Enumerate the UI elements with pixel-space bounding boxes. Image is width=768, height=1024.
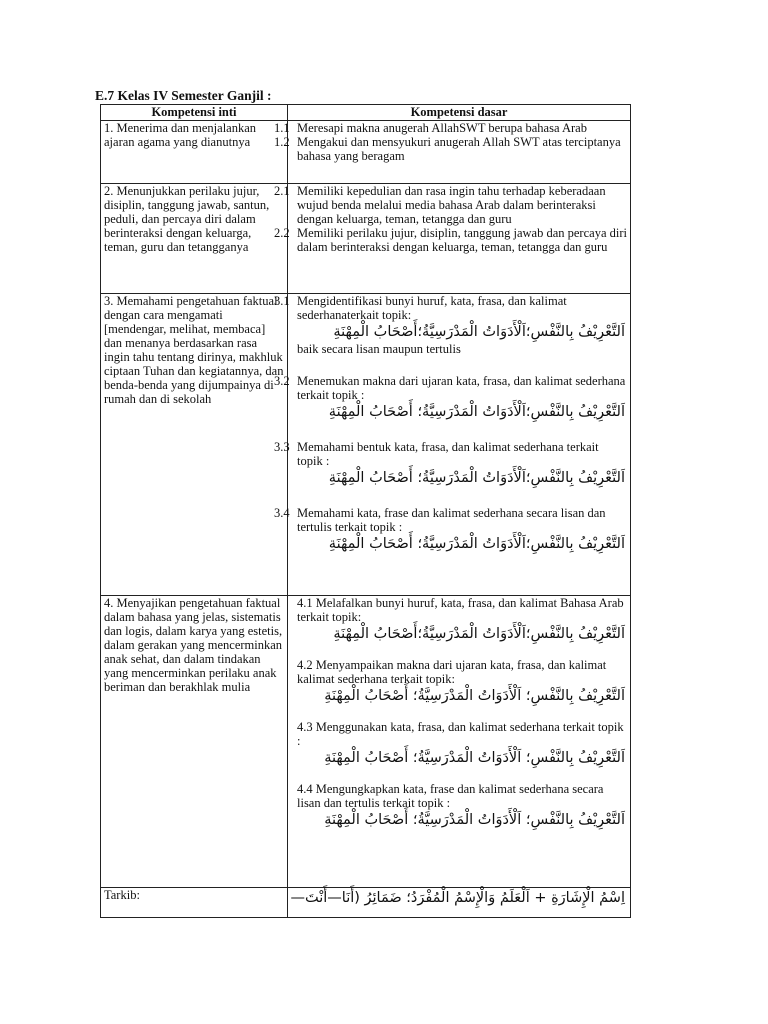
kd-item: [274, 374, 627, 422]
spacer: [291, 488, 627, 506]
kd-item: [291, 720, 627, 768]
kd-text-after: baik secara lisan maupun tertulis: [297, 342, 461, 356]
ki-cell-3: 3. Memahami pengetahuan faktual dengan cara mengamati [mendengar, melihat, membaca] dan menanya berdasarkan rasa ingin tahu tentang dirinya, makhluk ciptaan Tuhan dan kegiatannya, dan benda-benda yang dijumpainya di rumah dan di sekolah: [101, 294, 288, 596]
column-header-kd: Kompetensi dasar: [288, 105, 631, 121]
kd-number: 3.2: [274, 374, 290, 388]
kd-text: 4.3 Menggunakan kata, frasa, dan kalimat sederhana terkait topik :: [297, 720, 624, 748]
competency-table: [100, 104, 631, 918]
kd-number: 2.2: [274, 226, 290, 240]
kd-number: 3.3: [274, 440, 290, 454]
kd-text: Menemukan makna dari ujaran kata, frasa, dan kalimat sederhana terkait topik :: [297, 374, 626, 402]
table-row: [101, 184, 631, 294]
spacer: [291, 768, 627, 782]
kd-cell-2: [274, 184, 631, 294]
tarkib-label: Tarkib:: [101, 888, 288, 918]
spacer: [291, 422, 627, 440]
table-row: [101, 294, 631, 596]
kd-item: [274, 506, 627, 554]
ki-cell-4: 4. Menyajikan pengetahuan faktual dalam bahasa yang jelas, sistematis dan logis, dalam karya yang estetis, dalam gerakan yang mencerminkan anak sehat, dan dalam tindakan yang mencerminkan perilaku anak beriman dan berakhlak mulia: [101, 596, 288, 888]
kd-number: 2.1: [274, 184, 290, 198]
kd-text: Mengakui dan mensyukuri anugerah Allah SWT atas terciptanya bahasa yang beragam: [297, 135, 621, 163]
section-heading: E.7 Kelas IV Semester Ganjil :: [95, 88, 272, 103]
kd-item: [274, 294, 627, 356]
kd-item: [274, 440, 627, 488]
kd-item: [291, 658, 627, 706]
kd-text: Memahami bentuk kata, frasa, dan kalimat sederhana terkait topik :: [297, 440, 599, 468]
kd-number: 3.4: [274, 506, 290, 520]
arabic-tarkib-text: اِسْمُ الْإِشَارَةِ + اَلْعَلَمُ وَالْإِسْمُ الْمُفْرَدُ؛ ضَمَائِرُ (أَنَا—أَنْتَ—: [290, 890, 625, 906]
kd-item: [274, 135, 627, 163]
arabic-topic-text: اَلتَّعْرِيْفُ بِالنَّفْسِ؛ اَلْأَدَوَاتُ الْمَدْرَسِيَّةُ؛ أَصْحَابُ الْمِهْنَةِ: [324, 750, 625, 766]
table-row: [101, 888, 631, 918]
ki-cell-2: 2. Menunjukkan perilaku jujur, disiplin, tanggung jawab, santun, peduli, dan percaya diri dalam berinteraksi dengan keluarga, teman, guru dan tetangganya: [101, 184, 288, 294]
kd-item: [291, 782, 627, 830]
kd-number: 1.2: [274, 135, 290, 149]
kd-text: Mengidentifikasi bunyi huruf, kata, frasa, dan kalimat sederhanaterkait topik:: [297, 294, 567, 322]
arabic-topic-text: اَلتَّعْرِيْفُ بِالنَّفْسِ؛اَلْأَدَوَاتُ الْمَدْرَسِيَّةُ؛ أَصْحَابُ الْمِهْنَةِ: [328, 404, 625, 420]
arabic-topic-text: اَلتَّعْرِيْفُ بِالنَّفْسِ؛اَلْأَدَوَاتُ الْمَدْرَسِيَّةُ؛ أَصْحَابُ الْمِهْنَةِ: [328, 536, 625, 552]
kd-cell-4: [288, 596, 631, 888]
kd-text: Memahami kata, frase dan kalimat sederhana secara lisan dan tertulis terkait topik :: [297, 506, 606, 534]
table-row: [101, 121, 631, 184]
kd-number: 3.1: [274, 294, 290, 308]
ki-cell-1: 1. Menerima dan menjalankan ajaran agama yang dianutnya: [101, 121, 288, 184]
kd-cell-1: [274, 121, 631, 184]
kd-cell-3: [274, 294, 631, 596]
arabic-topic-text: اَلتَّعْرِيْفُ بِالنَّفْسِ؛ اَلْأَدَوَاتُ الْمَدْرَسِيَّةُ؛ أَصْحَابُ الْمِهْنَةِ: [324, 812, 625, 828]
kd-number: 1.1: [274, 121, 290, 135]
spacer: [291, 706, 627, 720]
kd-item: [274, 226, 627, 254]
kd-text: Meresapi makna anugerah AllahSWT berupa bahasa Arab: [297, 121, 587, 135]
spacer: [291, 356, 627, 374]
table-row: [101, 596, 631, 888]
kd-item: [291, 596, 627, 644]
arabic-topic-text: اَلتَّعْرِيْفُ بِالنَّفْسِ؛اَلْأَدَوَاتُ الْمَدْرَسِيَّةُ؛أَصْحَابُ الْمِهْنَةِ: [333, 324, 625, 340]
tarkib-cell: [288, 888, 631, 918]
column-header-ki: Kompetensi inti: [101, 105, 288, 121]
arabic-topic-text: اَلتَّعْرِيْفُ بِالنَّفْسِ؛ اَلْأَدَوَاتُ الْمَدْرَسِيَّةُ؛ أَصْحَابُ الْمِهْنَةِ: [324, 688, 625, 704]
spacer: [291, 644, 627, 658]
kd-text: Memiliki perilaku jujur, disiplin, tanggung jawab dan percaya diri dalam berinteraksi dengan keluarga, teman, tetangga dan guru: [297, 226, 627, 254]
arabic-topic-text: اَلتَّعْرِيْفُ بِالنَّفْسِ؛اَلْأَدَوَاتُ الْمَدْرَسِيَّةُ؛أَصْحَابُ الْمِهْنَةِ: [333, 626, 625, 642]
table-header-row: [101, 105, 631, 121]
kd-item: [274, 121, 627, 135]
kd-item: [274, 184, 627, 226]
arabic-topic-text: اَلتَّعْرِيْفُ بِالنَّفْسِ؛اَلْأَدَوَاتُ الْمَدْرَسِيَّةُ؛ أَصْحَابُ الْمِهْنَةِ: [328, 470, 625, 486]
kd-text: 4.4 Mengungkapkan kata, frase dan kalimat sederhana secara lisan dan tertulis terkait topik :: [297, 782, 604, 810]
kd-text: 4.2 Menyampaikan makna dari ujaran kata, frasa, dan kalimat kalimat sederhana terkait topik:: [297, 658, 607, 686]
kd-text: Memiliki kepedulian dan rasa ingin tahu terhadap keberadaan wujud benda melalui media bahasa Arab dalam berinteraksi dengan keluarga, teman, tetangga dan guru: [297, 184, 606, 226]
kd-text: 4.1 Melafalkan bunyi huruf, kata, frasa, dan kalimat Bahasa Arab terkait topik:: [297, 596, 624, 624]
